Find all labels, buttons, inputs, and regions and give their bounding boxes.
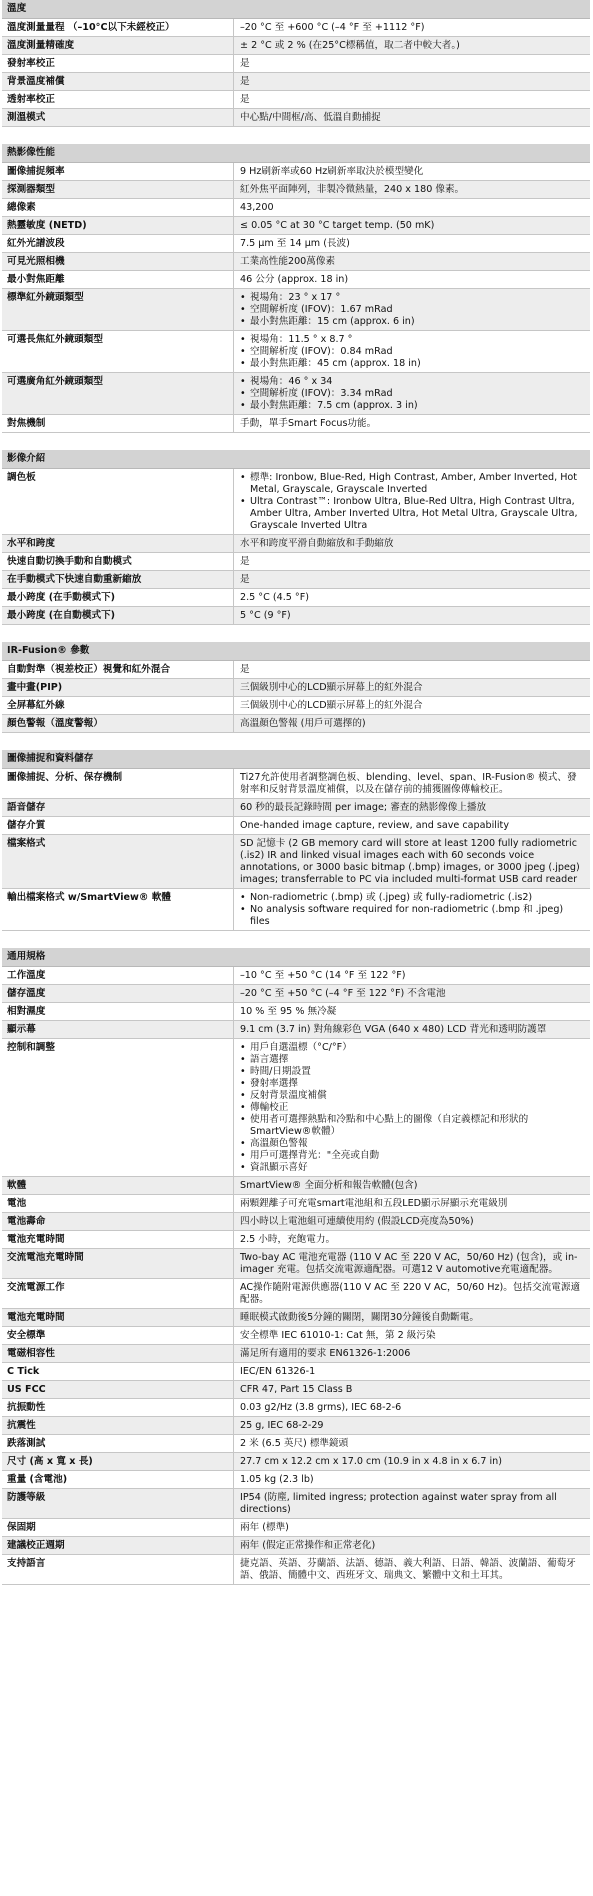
bullet-item: • Non-radiometric (.bmp) 或 (.jpeg) 或 fully-radiometric (.is2) (240, 892, 584, 904)
spec-label: 快速自動切換手動和自動模式 (2, 553, 234, 570)
spec-row (2, 817, 590, 835)
spec-row (2, 55, 590, 73)
spec-value (234, 817, 590, 834)
bullet-item: • Ultra Contrast™: Ironbow Ultra, Blue-Red Ultra, High Contrast Ultra, Amber Ultra, Amber Inverted Ultra, Hot Metal Ultra, Grayscale Ultra, Grayscale Inverted Ultra (240, 496, 584, 532)
value-text: 是 (240, 76, 250, 87)
spec-row (2, 1471, 590, 1489)
spec-section (2, 642, 590, 733)
value-text: 滿足所有適用的要求 EN61326-1:2006 (240, 1348, 411, 1359)
spec-row (2, 217, 590, 235)
spec-value (234, 1381, 590, 1398)
spec-value (234, 271, 590, 288)
value-text: 手動，單手Smart Focus功能。 (240, 418, 377, 429)
value-text: 三個級別中心的LCD顯示屏幕上的紅外混合 (240, 682, 423, 693)
spec-label: 輸出檔案格式 w/SmartView® 軟體 (2, 889, 234, 930)
spec-label: 全屏幕紅外線 (2, 697, 234, 714)
spec-value (234, 289, 590, 330)
spec-value (234, 589, 590, 606)
spec-row (2, 535, 590, 553)
spec-row (2, 715, 590, 733)
spec-row (2, 1177, 590, 1195)
spec-label: 發射率校正 (2, 55, 234, 72)
spec-value (234, 967, 590, 984)
spec-value (234, 373, 590, 414)
bullet-item: • 最小對焦距離：7.5 cm (approx. 3 in) (240, 400, 584, 412)
spec-value (234, 331, 590, 372)
spec-label: 保固期 (2, 1519, 234, 1536)
value-text: 1.05 kg (2.3 lb) (240, 1474, 314, 1485)
spec-value (234, 1039, 590, 1176)
spec-label: 最小跨度 (在手動模式下) (2, 589, 234, 606)
spec-row (2, 1537, 590, 1555)
spec-label: 尺寸 (高 x 寬 x 長) (2, 1453, 234, 1470)
spec-row (2, 199, 590, 217)
bullet-item: • 傳輸校正 (240, 1102, 584, 1114)
spec-value (234, 607, 590, 624)
spec-row (2, 1231, 590, 1249)
value-text: 9.1 cm (3.7 in) 對角線彩色 VGA (640 x 480) LCD 背光和透明防護罩 (240, 1024, 547, 1035)
spec-value (234, 1471, 590, 1488)
spec-label: 背景溫度補償 (2, 73, 234, 90)
spec-label: 在手動模式下快速自動重新縮放 (2, 571, 234, 588)
spec-row (2, 697, 590, 715)
spec-row (2, 1555, 590, 1585)
spec-label: 抗震性 (2, 1417, 234, 1434)
value-text: 工業高性能200萬像素 (240, 256, 336, 267)
bullet-item: • 用戶自選溫標（°C/°F） (240, 1042, 584, 1054)
spec-value (234, 715, 590, 732)
spec-value (234, 553, 590, 570)
spec-value (234, 163, 590, 180)
value-text: 10 % 至 95 % 無冷凝 (240, 1006, 337, 1017)
value-text: 紅外焦平面陣列，非製冷微熱量，240 x 180 像素。 (240, 184, 465, 195)
spec-value (234, 73, 590, 90)
spec-label: 圖像捕捉、分析、保存機制 (2, 769, 234, 798)
spec-label: 溫度測量精確度 (2, 37, 234, 54)
spec-row (2, 373, 590, 415)
spec-label: US FCC (2, 1381, 234, 1398)
value-text: 水平和跨度平滑自動縮放和手動縮放 (240, 538, 394, 549)
value-text: ≤ 0.05 °C at 30 °C target temp. (50 mK) (240, 220, 435, 231)
spec-value (234, 253, 590, 270)
spec-row (2, 1039, 590, 1177)
spec-row (2, 1363, 590, 1381)
section-title: 溫度 (2, 0, 590, 19)
bullet-item: • No analysis software required for non-radiometric (.bmp 和 .jpeg) files (240, 904, 584, 928)
spec-value (234, 109, 590, 126)
spec-value (234, 1345, 590, 1362)
spec-row (2, 1279, 590, 1309)
spec-section (2, 948, 590, 1585)
spec-row (2, 679, 590, 697)
spec-row (2, 469, 590, 535)
spec-section (2, 144, 590, 433)
value-text: 60 秒的最長記錄時間 per image; 審查的熱影像像上播放 (240, 802, 487, 813)
spec-label: 最小跨度 (在自動模式下) (2, 607, 234, 624)
spec-row (2, 769, 590, 799)
spec-row (2, 109, 590, 127)
value-text: 兩年 (假定正常操作和正常老化) (240, 1540, 376, 1551)
section-title: 熱影像性能 (2, 144, 590, 163)
value-text: 高溫顏色警報 (用戶可選擇的) (240, 718, 366, 729)
spec-label: 畫中畫(PIP) (2, 679, 234, 696)
spec-label: 透射率校正 (2, 91, 234, 108)
spec-label: C Tick (2, 1363, 234, 1380)
spec-row (2, 1381, 590, 1399)
spec-label: 調色板 (2, 469, 234, 534)
value-text: 0.03 g2/Hz (3.8 grms), IEC 68-2-6 (240, 1402, 402, 1413)
section-title: IR-Fusion® 參數 (2, 642, 590, 661)
spec-row (2, 589, 590, 607)
spec-value (234, 217, 590, 234)
bullet-item: • 時間/日期設置 (240, 1066, 584, 1078)
spec-label: 工作溫度 (2, 967, 234, 984)
spec-label: 標準紅外鏡頭類型 (2, 289, 234, 330)
bullet-item: • 最小對焦距離：45 cm (approx. 18 in) (240, 358, 584, 370)
spec-row (2, 799, 590, 817)
bullet-item: • 反射背景溫度補償 (240, 1090, 584, 1102)
spec-row (2, 73, 590, 91)
value-text: 是 (240, 94, 250, 105)
bullet-item: • 最小對焦距離：15 cm (approx. 6 in) (240, 316, 584, 328)
spec-value (234, 1327, 590, 1344)
value-text: 是 (240, 58, 250, 69)
spec-row (2, 1489, 590, 1519)
spec-value (234, 769, 590, 798)
bullet-item: • 空間解析度 (IFOV)：0.84 mRad (240, 346, 584, 358)
spec-label: 交流電池充電時間 (2, 1249, 234, 1278)
spec-label: 溫度測量量程 （–10°C以下未經校正） (2, 19, 234, 36)
spec-value (234, 1231, 590, 1248)
value-text: 睡眠模式啟動後5分鐘的關閉，關閉30分鐘後自動斷電。 (240, 1312, 479, 1323)
bullet-item: • 用戶可選擇背光："全亮或自動 (240, 1150, 584, 1162)
spec-value (234, 1021, 590, 1038)
spec-value (234, 1213, 590, 1230)
value-text: 是 (240, 556, 250, 567)
spec-row (2, 985, 590, 1003)
value-text: 7.5 μm 至 14 μm (長波) (240, 238, 350, 249)
spec-value (234, 679, 590, 696)
spec-value (234, 199, 590, 216)
value-text: 中心點/中間框/高、低溫自動捕捉 (240, 112, 381, 123)
spec-value (234, 55, 590, 72)
value-text: 是 (240, 574, 250, 585)
spec-label: 水平和跨度 (2, 535, 234, 552)
spec-row (2, 1195, 590, 1213)
bullet-item: • 資訊顯示喜好 (240, 1162, 584, 1174)
spec-value (234, 1435, 590, 1452)
spec-value (234, 535, 590, 552)
spec-label: 控制和調整 (2, 1039, 234, 1176)
spec-row (2, 571, 590, 589)
value-text: 安全標準 IEC 61010-1: Cat 無，第 2 級污染 (240, 1330, 436, 1341)
spec-label: 支持語言 (2, 1555, 234, 1584)
spec-section (2, 450, 590, 625)
spec-value (234, 1363, 590, 1380)
spec-row (2, 19, 590, 37)
value-text: One-handed image capture, review, and save capability (240, 820, 509, 831)
spec-row (2, 553, 590, 571)
spec-value (234, 1489, 590, 1518)
value-text: 25 g, IEC 68-2-29 (240, 1420, 324, 1431)
spec-row (2, 37, 590, 55)
spec-label: 電池壽命 (2, 1213, 234, 1230)
spec-value (234, 889, 590, 930)
section-title: 通用規格 (2, 948, 590, 967)
spec-label: 總像素 (2, 199, 234, 216)
value-text: –20 °C 至 +600 °C (–4 °F 至 +1112 °F) (240, 22, 425, 33)
spec-row (2, 1249, 590, 1279)
value-text: 43,200 (240, 202, 274, 213)
spec-label: 儲存介質 (2, 817, 234, 834)
spec-label: 儲存溫度 (2, 985, 234, 1002)
spec-value (234, 1309, 590, 1326)
spec-value (234, 799, 590, 816)
spec-value (234, 1195, 590, 1212)
spec-row (2, 661, 590, 679)
value-text: 捷克語、英語、芬蘭語、法語、德語、義大利語、日語、韓語、波蘭語、葡萄牙語、俄語、簡體中文、西班牙文、瑞典文、繁體中文和土耳其。 (240, 1558, 576, 1581)
value-text: 2.5 小時，充飽電力。 (240, 1234, 336, 1245)
spec-label: 防護等級 (2, 1489, 234, 1518)
spec-value (234, 571, 590, 588)
spec-row (2, 835, 590, 889)
spec-row (2, 607, 590, 625)
spec-row (2, 253, 590, 271)
value-text: –10 °C 至 +50 °C (14 °F 至 122 °F) (240, 970, 406, 981)
spec-row (2, 271, 590, 289)
value-text: 46 公分 (approx. 18 in) (240, 274, 349, 285)
spec-value (234, 91, 590, 108)
spec-label: 電池充電時間 (2, 1309, 234, 1326)
value-text: IEC/EN 61326-1 (240, 1366, 316, 1377)
value-text: 5 °C (9 °F) (240, 610, 291, 621)
spec-label: 抗振動性 (2, 1399, 234, 1416)
spec-row (2, 163, 590, 181)
spec-label: 自動對準（視差校正）視覺和紅外混合 (2, 661, 234, 678)
bullet-item: • 使用者可選擇熱點和冷點和中心點上的圖像（自定義標記和形狀的SmartView®軟體） (240, 1114, 584, 1138)
bullet-item: • 高溫顏色警報 (240, 1138, 584, 1150)
spec-row (2, 1003, 590, 1021)
spec-row (2, 1213, 590, 1231)
spec-label: 相對濕度 (2, 1003, 234, 1020)
value-text: SD 記憶卡 (2 GB memory card will store at least 1200 fully radiometric (.is2) IR and linked visual images each with 60 seconds voice annotations, or 3000 basic bitmap (.bmp) images, or 3000 jpeg (.jpeg) images; transferrable to PC via included multi-format USB card reader (240, 838, 580, 885)
value-text: 是 (240, 664, 250, 675)
spec-label: 安全標準 (2, 1327, 234, 1344)
value-text: 兩年 (標準) (240, 1522, 289, 1533)
bullet-item: • 空間解析度 (IFOV)：3.34 mRad (240, 388, 584, 400)
value-text: Two-bay AC 電池充電器 (110 V AC 至 220 V AC，50/60 Hz) (包含)，或 in-imager 充電。包括交流電源適配器。可選12 V automotive充電適配器。 (240, 1252, 578, 1275)
spec-row (2, 331, 590, 373)
value-text: CFR 47, Part 15 Class B (240, 1384, 353, 1395)
spec-label: 對焦機制 (2, 415, 234, 432)
spec-label: 建議校正週期 (2, 1537, 234, 1554)
spec-section (2, 750, 590, 931)
spec-label: 檔案格式 (2, 835, 234, 888)
spec-label: 跌落測試 (2, 1435, 234, 1452)
value-text: 四小時以上電池組可連續使用約 (假設LCD亮度為50%) (240, 1216, 474, 1227)
value-text: 9 Hz刷新率或60 Hz刷新率取決於模型變化 (240, 166, 424, 177)
spec-row (2, 235, 590, 253)
spec-row (2, 1309, 590, 1327)
spec-value (234, 1249, 590, 1278)
spec-label: 可選長焦紅外鏡頭類型 (2, 331, 234, 372)
spec-label: 重量 (含電池) (2, 1471, 234, 1488)
spec-label: 顏色警報（溫度警報） (2, 715, 234, 732)
spec-value (234, 181, 590, 198)
spec-label: 最小對焦距離 (2, 271, 234, 288)
spec-label: 軟體 (2, 1177, 234, 1194)
spec-value (234, 469, 590, 534)
bullet-item: • 語言選擇 (240, 1054, 584, 1066)
spec-label: 紅外光譜波段 (2, 235, 234, 252)
spec-value (234, 19, 590, 36)
spec-label: 電池充電時間 (2, 1231, 234, 1248)
spec-label: 可選廣角紅外鏡頭類型 (2, 373, 234, 414)
spec-value (234, 1279, 590, 1308)
spec-row (2, 415, 590, 433)
bullet-item: • 空間解析度 (IFOV)：1.67 mRad (240, 304, 584, 316)
spec-label: 交流電源工作 (2, 1279, 234, 1308)
spec-row (2, 1519, 590, 1537)
spec-value (234, 37, 590, 54)
value-text: 三個級別中心的LCD顯示屏幕上的紅外混合 (240, 700, 423, 711)
value-text: 兩顆鋰離子可充電smart電池組和五段LED顯示屏顯示充電級別 (240, 1198, 508, 1209)
section-title: 影像介紹 (2, 450, 590, 469)
spec-value (234, 835, 590, 888)
value-text: SmartView® 全面分析和報告軟體(包含) (240, 1180, 418, 1191)
spec-value (234, 985, 590, 1002)
spec-section (2, 0, 590, 127)
value-text: ± 2 °C 或 2 % (在25°C標稱值，取二者中較大者。) (240, 40, 460, 51)
section-title: 圖像捕捉和資料儲存 (2, 750, 590, 769)
value-text: AC操作隨附電源供應器(110 V AC 至 220 V AC，50/60 Hz)。包括交流電源適配器。 (240, 1282, 581, 1305)
spec-label: 圖像捕捉頻率 (2, 163, 234, 180)
spec-value (234, 415, 590, 432)
spec-value (234, 1003, 590, 1020)
spec-value (234, 1519, 590, 1536)
value-text: 27.7 cm x 12.2 cm x 17.0 cm (10.9 in x 4.8 in x 6.7 in) (240, 1456, 502, 1467)
bullet-item: • 發射率選擇 (240, 1078, 584, 1090)
spec-row (2, 967, 590, 985)
spec-row (2, 1453, 590, 1471)
bullet-item: • 視場角：11.5 ° x 8.7 ° (240, 334, 584, 346)
spec-label: 測溫模式 (2, 109, 234, 126)
spec-row (2, 1021, 590, 1039)
spec-row (2, 289, 590, 331)
spec-value (234, 1555, 590, 1584)
value-text: –20 °C 至 +50 °C (–4 °F 至 122 °F) 不含電池 (240, 988, 446, 999)
bullet-item: • 視場角：46 ° x 34 (240, 376, 584, 388)
spec-label: 電池 (2, 1195, 234, 1212)
spec-value (234, 1453, 590, 1470)
value-text: IP54 (防塵, limited ingress; protection against water spray from all directions) (240, 1492, 557, 1515)
spec-value (234, 1399, 590, 1416)
spec-label: 電磁相容性 (2, 1345, 234, 1362)
spec-label: 顯示幕 (2, 1021, 234, 1038)
spec-row (2, 1399, 590, 1417)
spec-value (234, 1177, 590, 1194)
spec-row (2, 1435, 590, 1453)
value-text: 2.5 °C (4.5 °F) (240, 592, 309, 603)
spec-value (234, 697, 590, 714)
spec-row (2, 1417, 590, 1435)
value-text: Ti27允許使用者調整調色板、blending、level、span、IR-Fusion® 模式、發射率和反射背景溫度補償，以及在儲存前的捕獲圖像傳輸校正。 (240, 772, 577, 795)
spec-row (2, 1345, 590, 1363)
spec-label: 熱靈敏度 (NETD) (2, 217, 234, 234)
spec-value (234, 1417, 590, 1434)
spec-label: 語音儲存 (2, 799, 234, 816)
value-text: 2 米 (6.5 英尺) 標準鏡頭 (240, 1438, 349, 1449)
bullet-item: • 標準: Ironbow, Blue-Red, High Contrast, Amber, Amber Inverted, Hot Metal, Grayscale, Grayscale Inverted (240, 472, 584, 496)
spec-row (2, 889, 590, 931)
spec-value (234, 235, 590, 252)
bullet-item: • 視場角：23 ° x 17 ° (240, 292, 584, 304)
spec-label: 探測器類型 (2, 181, 234, 198)
spec-row (2, 1327, 590, 1345)
spec-value (234, 1537, 590, 1554)
spec-row (2, 91, 590, 109)
spec-value (234, 661, 590, 678)
spec-row (2, 181, 590, 199)
spec-label: 可見光照相機 (2, 253, 234, 270)
